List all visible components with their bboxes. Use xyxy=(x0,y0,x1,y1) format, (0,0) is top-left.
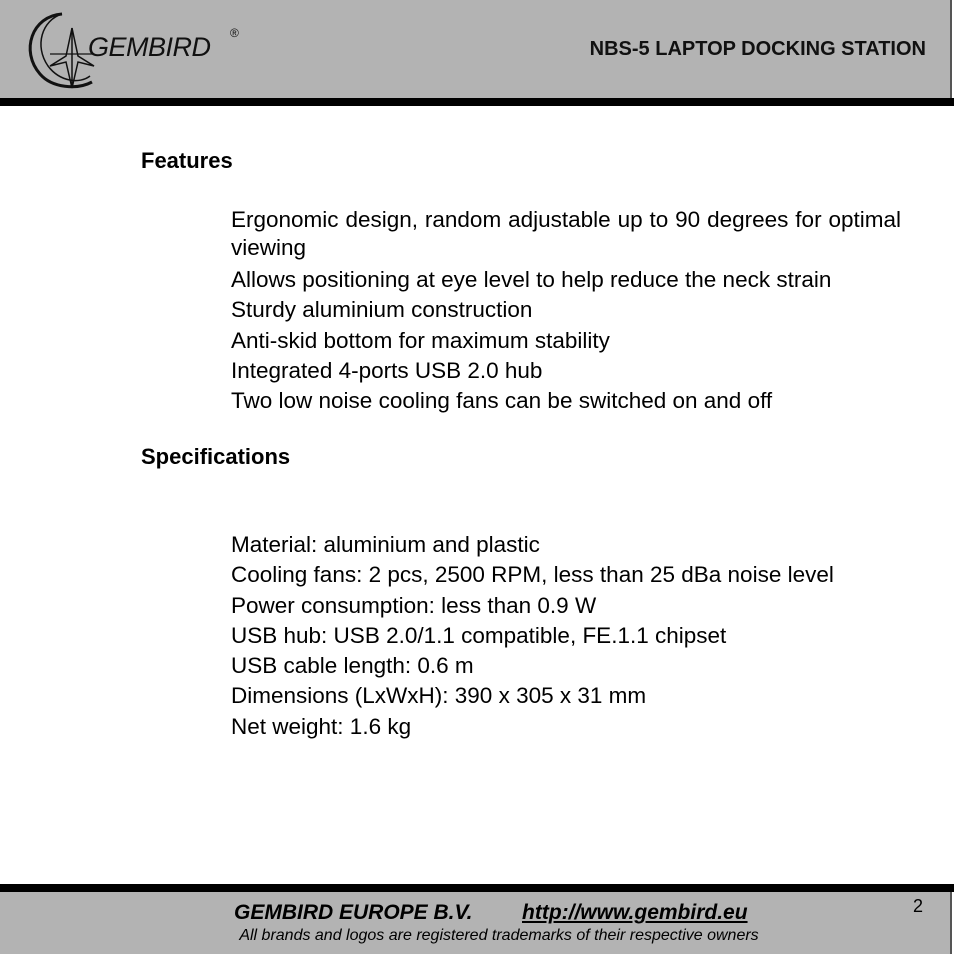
list-item: Anti-skid bottom for maximum stability xyxy=(231,327,610,353)
trademark-note: All brands and logos are registered trademarks of their respective owners xyxy=(239,927,759,944)
document-title: NBS-5 LAPTOP DOCKING STATION xyxy=(589,38,926,60)
list-item: Ergonomic design, random adjustable up to 90 degrees for optimal viewing xyxy=(231,207,901,260)
list-item: Power consumption: less than 0.9 W xyxy=(231,592,597,618)
list-item: Sturdy aluminium construction xyxy=(231,297,533,323)
list-item: USB cable length: 0.6 m xyxy=(231,653,474,679)
specifications-heading: Specifications xyxy=(141,444,291,469)
footer-website-link[interactable]: http://www.gembird.eu xyxy=(522,901,748,924)
list-item: Material: aluminium and plastic xyxy=(231,532,540,557)
page-header xyxy=(0,0,952,98)
list-item: Dimensions (LxWxH): 390 x 305 x 31 mm xyxy=(231,683,647,709)
page-footer xyxy=(0,892,952,954)
list-item: Net weight: 1.6 kg xyxy=(231,713,412,739)
list-item: Integrated 4-ports USB 2.0 hub xyxy=(231,357,543,383)
footer-rule xyxy=(0,884,954,892)
list-item: Allows positioning at eye level to help reduce the neck strain xyxy=(231,267,832,292)
features-heading: Features xyxy=(141,148,233,173)
registered-mark: ® xyxy=(230,26,239,40)
footer-company-name: GEMBIRD EUROPE B.V. xyxy=(234,901,473,924)
gembird-logo xyxy=(22,6,262,92)
list-item: Cooling fans: 2 pcs, 2500 RPM, less than 25 dBa noise level xyxy=(231,562,834,588)
header-rule xyxy=(0,98,954,106)
logo-wordmark: GEMBIRD xyxy=(88,32,211,62)
specifications-list xyxy=(231,530,901,742)
list-item: Two low noise cooling fans can be switched on and off xyxy=(231,388,773,414)
page-number: 2 xyxy=(913,896,924,916)
list-item: USB hub: USB 2.0/1.1 compatible, FE.1.1 chipset xyxy=(231,622,727,648)
features-list xyxy=(231,206,901,416)
